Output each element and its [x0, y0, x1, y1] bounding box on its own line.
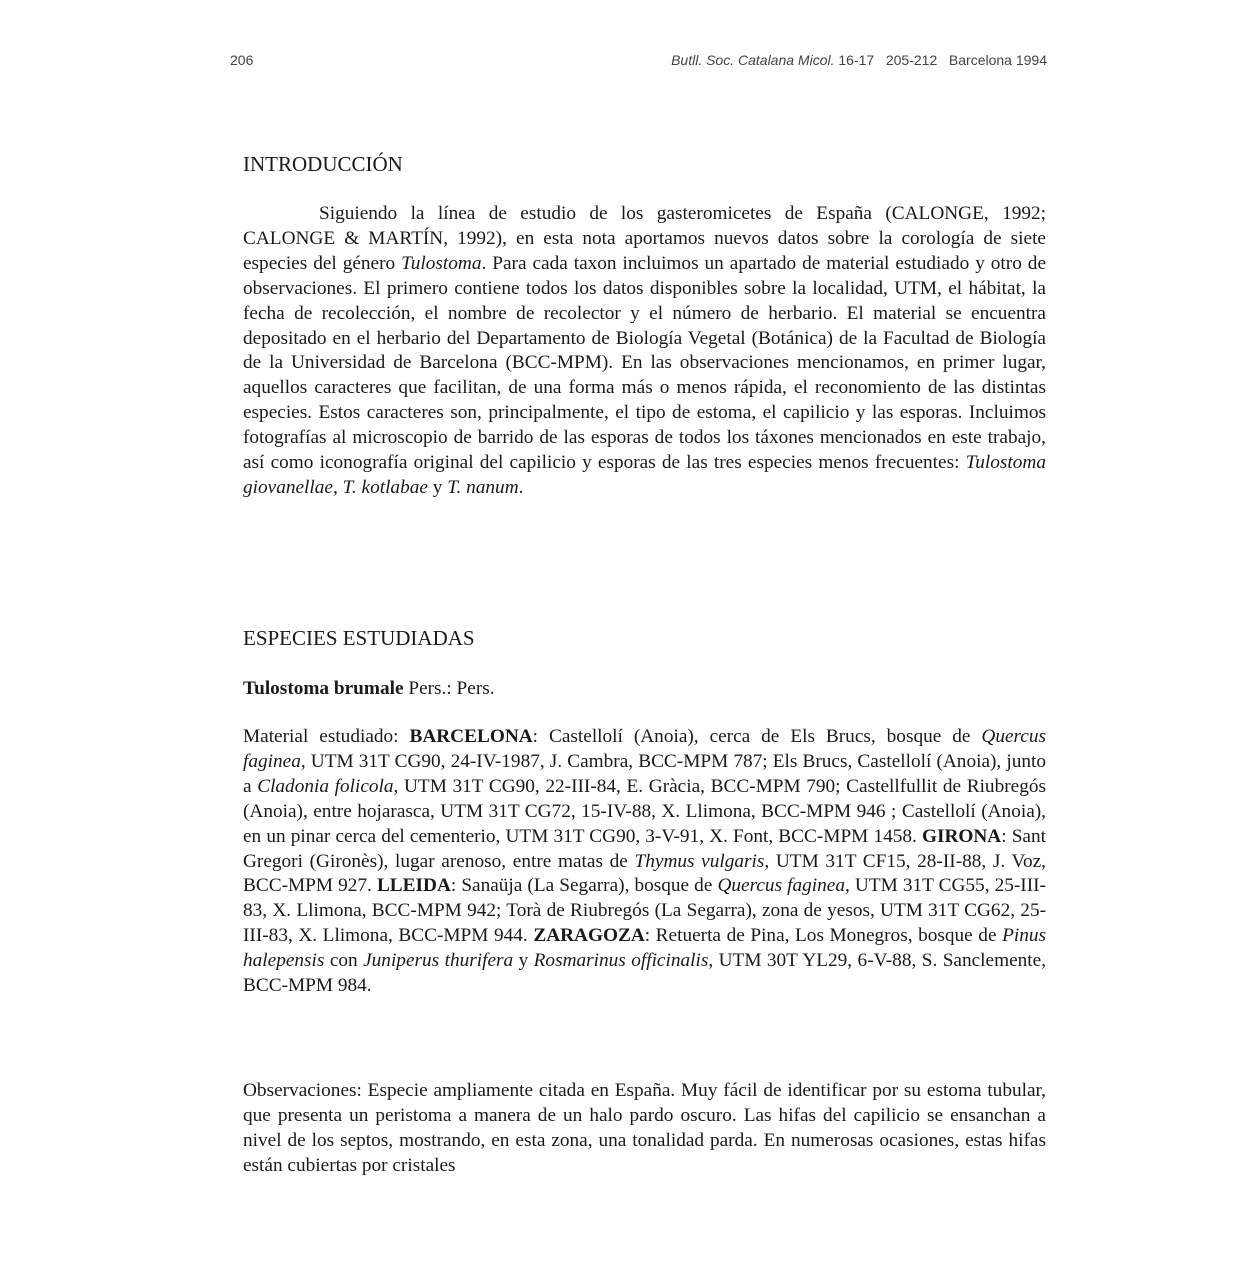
taxon-ref: Juniperus thurifera [363, 950, 514, 972]
journal-citation [671, 52, 1047, 68]
intro-text-1: Siguiendo la línea de estudio de los gasteromicetes de España (CALONGE, 1992; CALONGE & MARTÍN, 1992), en esta nota aportamos nuevos datos sobre la corología de siete especies del género [243, 203, 1046, 274]
material-text: , UTM 30T YL29, 6-V-88, S. Sanclemente, BCC-MPM 984. [243, 950, 1047, 997]
species-heading: ESPECIES ESTUDIADAS [243, 626, 475, 650]
taxon-ref: Cladonia folicola [257, 775, 394, 797]
material-text: , UTM 31T CG55, 25-III-83, X. Llimona, BCC-MPM 942; Torà de Riubregós (La Segarra), zona de yesos, UTM 31T CG62, 25-III-83, X. Llimona, BCC-MPM 944. [243, 875, 1046, 947]
taxon-ref: Quercus faginea [717, 875, 845, 897]
journal-place-year: Barcelona 1994 [948, 52, 1047, 68]
region-barcelona: BARCELONA [409, 726, 533, 747]
taxon-name: Tulostoma brumale [243, 678, 404, 699]
intro-text-2: . Para cada taxon incluimos un apartado de material estudiado y otro de observaciones. El primero contiene todos los datos disponibles sobre la localidad, UTM, el hábitat, la fecha de recolección, el nombre de recolector y el número de herbario. El material se encuentra depositado en el herbario del Departamento de Biología Vegetal (Botánica) de la Facultad de Biología de la Universidad de Barcelona (BCC-MPM). En las observaciones mencionamos, en primer lugar, aquellos caracteres que facilitan, de una forma más o menos rápida, el reconomiento de las distintas especies. Estos caracteres son, principalmente, el tipo de estoma, el capilicio y las esporas. Incluimos fotografías al microscopio de barrido de las esporas de todos los táxones mencionados en este trabajo, así como iconografía original del capilicio y esporas de las tres especies menos frecuentes: [243, 252, 1046, 474]
material-text: : Sant Gregori (Gironès), lugar arenoso, entre matas de [243, 825, 1046, 872]
material-text: con [324, 950, 364, 972]
page-number: 206 [230, 52, 254, 68]
material-paragraph [243, 725, 1046, 999]
material-text: : Castellolí (Anoia), cerca de Els Brucs, bosque de [532, 726, 982, 747]
intro-heading: INTRODUCCIÓN [243, 152, 403, 176]
taxon-title [243, 677, 1046, 702]
material-text: : Sanaüja (La Segarra), bosque de [450, 875, 718, 897]
taxon-author: Pers.: Pers. [403, 678, 495, 699]
material-label: Material estudiado: [243, 726, 410, 747]
material-text: , UTM 31T CG90, 22-III-84, E. Gràcia, BCC-MPM 790; Castellfullit de Riubregós (Anoia), entre hojarasca, UTM 31T CG72, 15-IV-88, X. Llimona, BCC-MPM 946 ; Castellolí (Anoia), en un pinar cerca del cementerio, UTM 31T CG90, 3-V-91, X. Font, BCC-MPM 1458. [243, 775, 1046, 847]
running-header [230, 52, 1047, 72]
material-text: , UTM 31T CF15, 28-II-88, J. Voz, BCC-MPM 927. [243, 850, 1047, 897]
intro-end: . [518, 476, 524, 498]
taxon-ref: Thymus vulgaris [634, 850, 765, 872]
intro-paragraph [243, 202, 1046, 501]
region-lleida: LLEIDA [376, 875, 451, 897]
intro-species-2: T. nanum [447, 476, 519, 498]
material-text: y [513, 950, 534, 972]
material-text: : Retuerta de Pina, Los Monegros, bosque de [644, 925, 1003, 947]
material-text: , UTM 31T CG90, 24-IV-1987, J. Cambra, BCC-MPM 787; Els Brucs, Castellolí (Anoia), junto a [243, 750, 1046, 797]
region-zaragoza: ZARAGOZA [533, 925, 645, 947]
intro-species-1: Tulostoma giovanellae, T. kotlabae [243, 452, 1046, 498]
journal-pages: 205-212 [885, 52, 938, 68]
taxon-ref: Quercus faginea [243, 726, 1047, 772]
taxon-ref: Pinus halepensis [243, 925, 1047, 972]
region-girona: GIRONA [921, 825, 1002, 847]
journal-name: Butll. Soc. Catalana Micol. [671, 52, 835, 68]
observations-paragraph: Observaciones: Especie ampliamente citada en España. Muy fácil de identificar por su estoma tubular, que presenta un peristoma a manera de un halo pardo oscuro. Las hifas del capilicio se ensanchan a nivel de los septos, mostrando, en esta zona, una tonalidad parda. En numerosas ocasiones, estas hifas están cubiertas por cristales [243, 1080, 1046, 1176]
intro-genus: Tulostoma [401, 252, 482, 274]
intro-conjunction: y [427, 476, 448, 498]
journal-volume: 16-17 [838, 52, 875, 68]
taxon-ref: Rosmarinus officinalis [533, 950, 709, 972]
